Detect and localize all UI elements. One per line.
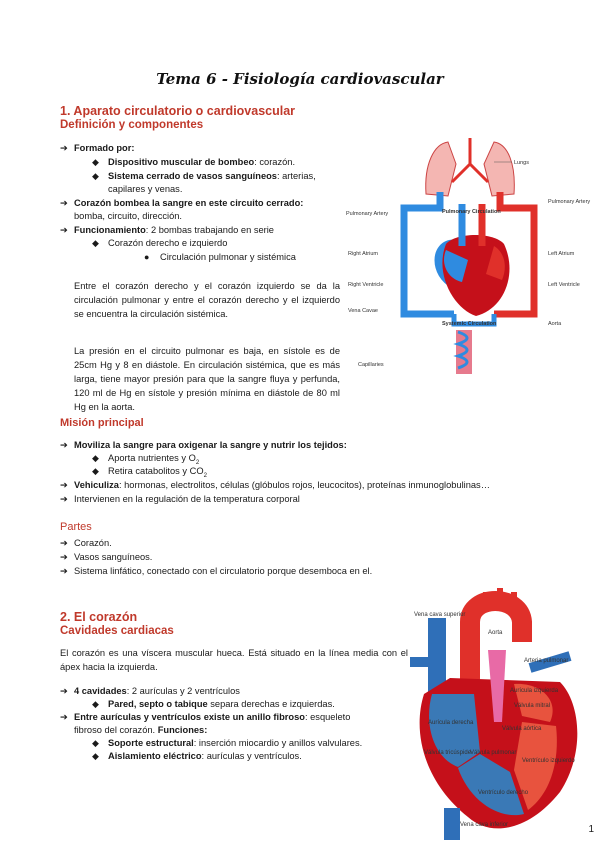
label-arteria-pulmonar: Arteria pulmonar xyxy=(524,658,569,664)
list-item-parte: ➔ Vasos sanguíneos. xyxy=(60,552,153,562)
list-item-corazon-bombea: ➔ Corazón bombea la sangre en este circuito cerrado: xyxy=(60,198,304,208)
diamond-bullet-icon: ◆ xyxy=(92,466,99,476)
label-pulmonary-circulation: Pulmonary Circulation xyxy=(442,209,501,215)
list-item-aporta: ◆ Aporta nutrientes y $O_2$ xyxy=(92,453,200,466)
label-capillaries: Capillaries xyxy=(358,362,384,368)
arrow-icon: ➔ xyxy=(60,480,68,490)
section-heading-2: 2. El corazón xyxy=(60,610,138,624)
arrow-icon: ➔ xyxy=(60,538,68,548)
list-item-moviliza: ➔ Moviliza la sangre para oxigenar la sangre y nutrir los tejidos: xyxy=(60,440,347,450)
label-aorta: Aorta xyxy=(488,630,503,636)
list-item-pared: ◆ Pared, septo o tabique separa derechas e izquierdas. xyxy=(92,699,335,709)
diamond-bullet-icon: ◆ xyxy=(92,699,99,709)
dot-bullet-icon: ● xyxy=(144,252,150,262)
arrow-icon: ➔ xyxy=(60,552,68,562)
list-item-corazon-cont: bomba, circuito, dirección. xyxy=(74,211,182,221)
diamond-bullet-icon: ◆ xyxy=(92,738,99,748)
label-valvula-pulmonar: Válvula pulmonar xyxy=(470,750,517,756)
diamond-bullet-icon: ◆ xyxy=(92,157,99,167)
arrow-icon: ➔ xyxy=(60,686,68,696)
page-number: 1 xyxy=(588,824,594,835)
list-item-aislamiento: ◆ Aislamiento eléctrico: aurículas y ventrículos. xyxy=(92,751,302,761)
label-vena-cavae: Vena Cavae xyxy=(348,308,378,314)
diamond-bullet-icon: ◆ xyxy=(92,453,99,463)
label-systemic-circulation: Systemic Circulation xyxy=(442,321,497,327)
right-lung xyxy=(426,142,456,196)
subheading-definicion: Definición y componentes xyxy=(60,119,204,131)
arrow-icon: ➔ xyxy=(60,566,68,576)
label-left-atrium: Left Atrium xyxy=(548,251,575,257)
label-valvula-mitral: Válvula mitral xyxy=(514,703,551,709)
label-vena-cava-sup: Vena cava superior xyxy=(414,612,466,618)
diamond-bullet-icon: ◆ xyxy=(92,171,99,181)
list-item-intervienen: ➔ Intervienen en la regulación de la temperatura corporal xyxy=(60,494,300,504)
arrow-icon: ➔ xyxy=(60,198,68,208)
arrow-icon: ➔ xyxy=(60,494,68,504)
diamond-bullet-icon: ◆ xyxy=(92,751,99,761)
label-auricula-izq: Aurícula izquierda xyxy=(510,688,559,694)
paragraph-presion: La presión en el circuito pulmonar es baja, en sístole es de 25cm Hg y 8 en diástole. En circulación sistémica, que es más larga, tiene mayor presión para que la sangre fluya y perfunda, 120 ml de Hg en sístole y presión mínima en diástole de 80 ml Hg en la aorta. xyxy=(74,346,340,412)
list-item-vehiculiza: ➔ Vehiculiza: hormonas, electrolitos, células (glóbulos rojos, leucocitos), proteínas inmunoglobulinas… xyxy=(60,480,490,490)
list-item-cd-izq: ◆ Corazón derecho e izquierdo xyxy=(92,238,228,248)
list-item-funcionamiento: ➔ Funcionamiento: 2 bombas trabajando en serie xyxy=(60,225,274,235)
arrow-icon: ➔ xyxy=(60,440,68,450)
list-item-soporte: ◆ Soporte estructural: inserción miocardio y anillos valvulares. xyxy=(92,738,363,748)
list-item-cavidades: ➔ 4 cavidades: 2 aurículas y 2 ventrículos xyxy=(60,686,240,696)
label-valvula-tricuspide: Válvula tricúspide xyxy=(424,750,472,756)
subheading-cavidades: Cavidades cardiacas xyxy=(60,625,174,637)
list-item-entre-cont: fibroso del corazón. Funciones: xyxy=(74,725,208,735)
list-item-sistema: ◆ Sistema cerrado de vasos sanguíneos: arterias, xyxy=(92,171,316,181)
label-right-ventricle: Right Ventricle xyxy=(348,282,384,288)
diamond-bullet-icon: ◆ xyxy=(92,238,99,248)
section-heading-1: 1. Aparato circulatorio o cardiovascular xyxy=(60,104,296,118)
list-item-circulacion: ● Circulación pulmonar y sistémica xyxy=(144,252,296,262)
label-vena-cava-inf: Vena cava inferior xyxy=(460,822,509,828)
label-ventriculo-izq: Ventrículo izquierdo xyxy=(522,758,575,764)
list-item-formado: ➔ Formado por: xyxy=(60,143,135,153)
heading-partes: Partes xyxy=(60,521,92,533)
arrow-icon: ➔ xyxy=(60,225,68,235)
paragraph-corazon: El corazón es una víscera muscular hueca. Está situado en la línea media con el ápex hacia la izquierda. xyxy=(60,648,408,672)
label-pulmonary-artery: Pulmonary Artery xyxy=(346,211,389,217)
paragraph-circulacion: Entre el corazón derecho y el corazón izquierdo se da la circulación pulmonar y entre el corazón derecho y el izquierdo se encuentra la circulación sistémica. xyxy=(74,281,340,319)
heart-anatomy-diagram xyxy=(410,582,590,840)
label-pulmonary-artery-r: Pulmonary Artery xyxy=(548,199,591,205)
arrow-icon: ➔ xyxy=(60,143,68,153)
label-aorta: Aorta xyxy=(548,321,562,327)
list-item-parte: ➔ Sistema linfático, conectado con el circulatorio porque desemboca en el. xyxy=(60,566,373,576)
list-item-dispositivo: ◆ Dispositivo muscular de bombeo: corazón. xyxy=(92,157,296,167)
label-lungs: Lungs xyxy=(514,160,529,166)
circulatory-diagram xyxy=(344,134,596,374)
label-left-ventricle: Left Ventricle xyxy=(548,282,580,288)
bronchi xyxy=(452,138,488,182)
label-right-atrium: Right Atrium xyxy=(348,251,378,257)
label-auricula-der: Aurícula derecha xyxy=(428,720,474,726)
list-item-sistema-cont: capilares y venas. xyxy=(108,184,183,194)
label-valvula-aortica: Válvula aórtica xyxy=(502,726,542,732)
heading-mision: Misión principal xyxy=(60,417,144,429)
arrow-icon: ➔ xyxy=(60,712,68,722)
list-item-retira: ◆ Retira catabolitos y $CO_2$ xyxy=(92,466,207,479)
label-ventriculo-der: Ventrículo derecho xyxy=(478,790,529,796)
page-title: Tema 6 - Fisiología cardiovascular xyxy=(156,70,444,88)
left-lung xyxy=(484,142,514,196)
list-item-entre: ➔ Entre aurículas y ventrículos existe un anillo fibroso: esqueleto xyxy=(60,712,351,722)
vena-cava-inferior xyxy=(444,808,460,840)
list-item-parte: ➔ Corazón. xyxy=(60,538,112,548)
